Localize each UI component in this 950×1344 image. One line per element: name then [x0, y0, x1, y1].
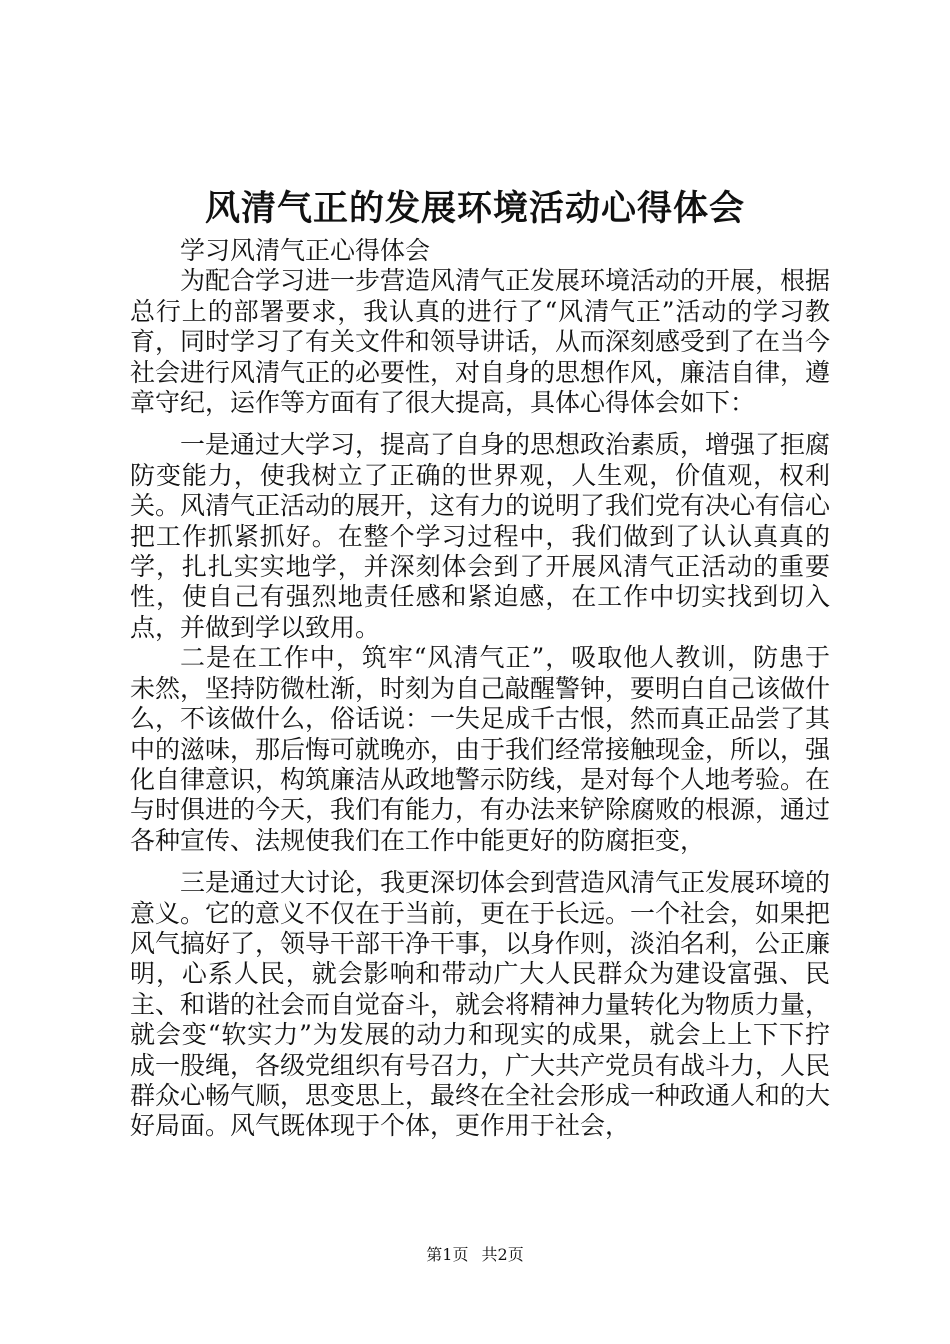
paragraph-intro: 为配合学习进一步营造风清气正发展环境活动的开展，根据总行上的部署要求，我认真的进行了“风清气正”活动的学习教育，同时学习了有关文件和领导讲话，从而深刻感受到了在当今社会进行风清气正的必要性，对自身的思想作风，廉洁自律，遵章守纪，运作等方面有了很大提高，具体心得体会如下：	[130, 266, 831, 418]
document-subtitle: 学习风清气正心得体会	[180, 236, 431, 265]
paragraph-point-one: 一是通过大学习，提高了自身的思想政治素质，增强了拒腐防变能力，使我树立了正确的世界观，人生观，价值观，权利关。风清气正活动的展开，这有力的说明了我们党有决心有信心把工作抓紧抓好。在整个学习过程中，我们做到了认认真真的学，扎扎实实地学，并深刻体会到了开展风清气正活动的重要性，使自己有强烈地责任感和紧迫感，在工作中切实找到切入点，并做到学以致用。	[130, 430, 831, 642]
document-body	[130, 236, 830, 1142]
paragraph-point-two: 二是在工作中，筑牢“风清气正”，吸取他人教训，防患于未然，坚持防微杜渐，时刻为自己敲醒警钟，要明白自己该做什么，不该做什么，俗话说：一失足成千古恨，然而真正品尝了其中的滋味，那后悔可就晚亦，由于我们经常接触现金，所以，强化自律意识，构筑廉洁从政地警示防线，是对每个人地考验。在与时俱进的今天，我们有能力，有办法来铲除腐败的根源，通过各种宣传、法规使我们在工作中能更好的防腐拒变，	[130, 643, 831, 855]
page-total: 共2页	[481, 1245, 524, 1264]
page-number: 第1页	[426, 1245, 469, 1264]
page-footer	[0, 1244, 950, 1266]
document-title: 风清气正的发展环境活动心得体会	[204, 188, 745, 229]
paragraph-point-three: 三是通过大讨论，我更深切体会到营造风清气正发展环境的意义。它的意义不仅在于当前，更在于长远。一个社会，如果把风气搞好了，领导干部干净干事，以身作则，淡泊名利，公正廉明，心系人民，就会影响和带动广大人民群众为建设富强、民主、和谐的社会而自觉奋斗，就会将精神力量转化为物质力量，就会变“软实力”为发展的动力和现实的成果，就会上上下下拧成一股绳，各级党组织有号召力，广大共产党员有战斗力，人民群众心畅气顺，思变思上，最终在全社会形成一种政通人和的大好局面。风气既体现于个体，更作用于社会，	[130, 868, 831, 1141]
